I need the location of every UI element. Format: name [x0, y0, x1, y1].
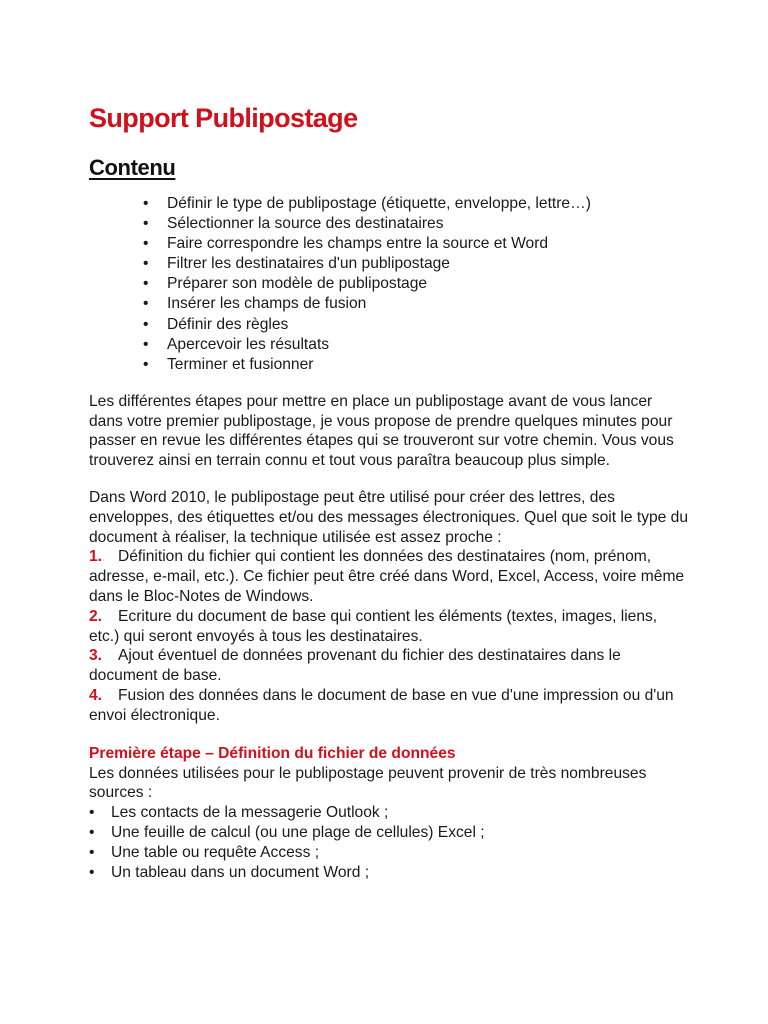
document-title: Support Publipostage: [89, 103, 358, 133]
list-item: • Les contacts de la messagerie Outlook ;: [89, 803, 689, 823]
list-item: • Faire correspondre les champs entre la source et Word: [143, 234, 689, 254]
step-item: [89, 646, 689, 686]
sources-list: [89, 803, 689, 883]
intro-paragraph: Les différentes étapes pour mettre en place un publipostage avant de vous lancer dans votre premier publipostage, je vous propose de prendre quelques minutes pour passer en revue les différentes étapes qui se trouveront sur votre chemin. Vous vous trouverez ainsi en terrain connu et tout vous paraîtra beaucoup plus simple.: [89, 392, 674, 470]
step-number: 2.: [89, 607, 103, 625]
list-item: • Sélectionner la source des destinataires: [143, 214, 689, 234]
list-item: • Définir des règles: [143, 315, 689, 335]
steps-list: [89, 547, 689, 725]
first-step-heading: Première étape – Définition du fichier de données: [89, 744, 456, 762]
first-step-intro: Les données utilisées pour le publipostage peuvent provenir de très nombreuses sources :: [89, 764, 647, 802]
step-text: Ajout éventuel de données provenant du fichier des destinataires dans le document de base.: [89, 647, 621, 685]
contents-list: [89, 194, 689, 375]
step-text: Définition du fichier qui contient les données des destinataires (nom, prénom, adresse, e-mail, etc.). Ce fichier peut être créé dans Word, Excel, Access, voire même dans le Bloc-Notes de Windows.: [89, 548, 685, 606]
word-paragraph: Dans Word 2010, le publipostage peut être utilisé pour créer des lettres, des enveloppes, des étiquettes et/ou des messages électroniques. Quel que soit le type du document à réaliser, la technique utilisée est assez proche :: [89, 489, 689, 546]
step-text: Fusion des données dans le document de base en vue d'une impression ou d'un envoi électronique.: [89, 687, 674, 724]
list-item: • Insérer les champs de fusion: [143, 294, 689, 314]
step-item: [89, 686, 689, 726]
list-item: • Une table ou requête Access ;: [89, 843, 689, 863]
list-item: • Un tableau dans un document Word ;: [89, 863, 689, 883]
list-item: • Terminer et fusionner: [143, 355, 689, 375]
step-number: 1.: [89, 548, 103, 566]
list-item: • Une feuille de calcul (ou une plage de cellules) Excel ;: [89, 823, 689, 843]
list-item: • Apercevoir les résultats: [143, 335, 689, 355]
contents-heading: Contenu: [89, 155, 176, 180]
document-page: [89, 98, 689, 883]
list-item: • Filtrer les destinataires d'un publipostage: [143, 254, 689, 274]
list-item: • Définir le type de publipostage (étiquette, enveloppe, lettre…): [143, 194, 689, 214]
step-number: 3.: [89, 647, 103, 665]
step-item: [89, 607, 689, 647]
step-number: 4.: [89, 687, 103, 704]
list-item: • Préparer son modèle de publipostage: [143, 274, 689, 294]
step-text: Ecriture du document de base qui contient les éléments (textes, images, liens, etc.) qui seront envoyés à tous les destinataires.: [89, 607, 658, 645]
step-item: [89, 547, 689, 606]
